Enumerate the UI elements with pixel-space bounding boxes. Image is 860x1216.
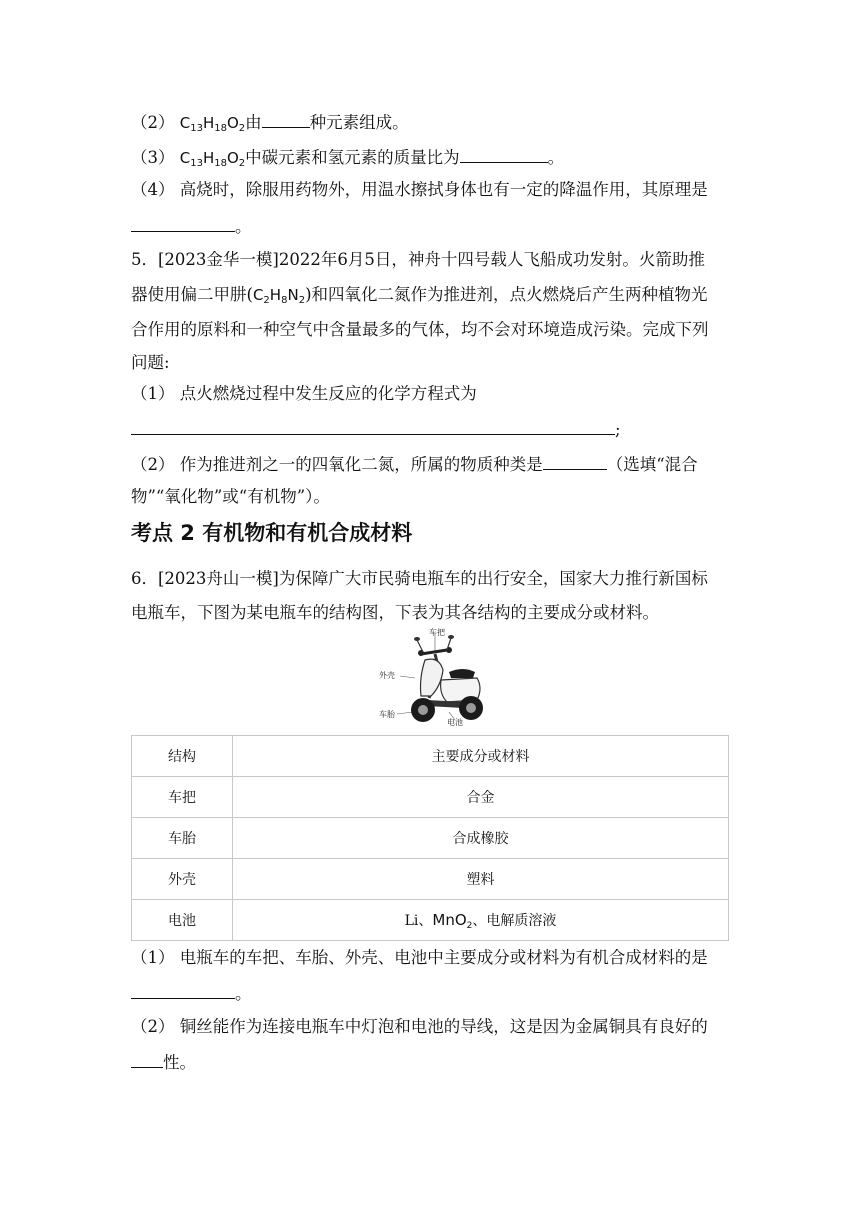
label-handle: 车把 [429, 628, 445, 637]
table-row [132, 859, 729, 900]
section-heading: 考点 2 有机物和有机合成材料 [131, 521, 413, 545]
table-cell: 车把 [132, 777, 233, 818]
question-6-part-2: （2） 铜丝能作为连接电瓶车中灯泡和电池的导线，这是因为金属铜具有良好的 [131, 1017, 708, 1036]
question-4-part-2 [131, 111, 409, 133]
text: 性。 [163, 1053, 196, 1072]
answer-blank[interactable] [543, 453, 607, 470]
question-4-part-4-answer [131, 215, 252, 237]
answer-blank[interactable] [131, 215, 235, 232]
text: 。 [547, 148, 565, 167]
chemical-formula: $C_{13}H_{18}O_2$ [179, 114, 246, 134]
text: （选填“混合 [606, 455, 698, 474]
question-5-line-3: 合作用的原料和一种空气中含量最多的气体，均不会对环境造成污染。完成下列 [131, 320, 709, 339]
answer-blank[interactable] [131, 1051, 163, 1068]
question-5-part-1: （1） 点火燃烧过程中发生反应的化学方程式为 [131, 384, 477, 403]
table-row [132, 818, 729, 859]
label-shell: 外壳 [379, 671, 395, 680]
answer-blank[interactable] [262, 111, 310, 128]
question-6-part-1-answer [131, 982, 252, 1004]
question-6-part-1: （1） 电瓶车的车把、车胎、外壳、电池中主要成分或材料为有机合成材料的是 [131, 948, 708, 967]
answer-blank[interactable] [131, 418, 615, 435]
scooter-diagram [377, 626, 489, 730]
table-header-cell: 结构 [132, 736, 233, 777]
materials-table [131, 735, 729, 941]
question-5-line-1: 5．[2023金华一模]2022年6月5日，神舟十四号载人飞船成功发射。火箭助推 [131, 250, 705, 269]
table-cell: 合金 [233, 777, 729, 818]
chemical-formula: $C_{13}H_{18}O_2$ [179, 149, 246, 169]
table-row [132, 777, 729, 818]
label-tire: 车胎 [379, 710, 395, 719]
table-header-row [132, 736, 729, 777]
question-4-part-4: （4） 高烧时，除服用药物外，用温水擦拭身体也有一定的降温作用，其原理是 [131, 180, 708, 199]
question-5-part-2 [131, 453, 698, 475]
text: )和四氧化二氮作为推进剂，点火燃烧后产生两种植物光 [305, 285, 708, 304]
table-cell: 车胎 [132, 818, 233, 859]
table-row [132, 900, 729, 941]
question-6-line-2: 电瓶车，下图为某电瓶车的结构图，下表为其各结构的主要成分或材料。 [131, 603, 659, 622]
text: （2） 作为推进剂之一的四氧化二氮，所属的物质种类是 [131, 455, 543, 474]
answer-blank[interactable] [131, 982, 235, 999]
text: 由 [245, 113, 262, 132]
table-header-cell: 主要成分或材料 [233, 736, 729, 777]
label-battery: 电池 [447, 718, 463, 727]
question-4-part-3 [131, 146, 564, 168]
table-cell: 塑料 [233, 859, 729, 900]
question-5-line-4: 问题: [131, 353, 170, 372]
table-cell: 电池 [132, 900, 233, 941]
table-cell: Li、MnO$_2$、电解质溶液 [233, 900, 729, 941]
question-6-part-2-answer [131, 1051, 196, 1073]
text: 。 [235, 217, 252, 236]
part-number: （3） [131, 148, 175, 167]
table-cell: 外壳 [132, 859, 233, 900]
text: 器使用偏二甲肼( [131, 285, 253, 304]
question-6-line-1: 6．[2023舟山一模]为保障广大市民骑电瓶车的出行安全，国家大力推行新国标 [131, 569, 708, 588]
text: 中碳元素和氢元素的质量比为 [245, 148, 460, 167]
text: 种元素组成。 [309, 113, 409, 132]
table-cell: 合成橡胶 [233, 818, 729, 859]
chemical-formula: MnO$_2$ [432, 911, 473, 931]
text: 。 [235, 984, 252, 1003]
question-5-part-1-answer [131, 418, 621, 440]
part-number: （2） [131, 113, 175, 132]
text: ; [615, 420, 621, 439]
question-5-line-2 [131, 285, 708, 305]
answer-blank[interactable] [460, 146, 548, 163]
question-5-part-2-cont: 物”“氧化物”或“有机物”）。 [131, 487, 330, 506]
chemical-formula: $C_2H_8N_2$ [252, 286, 306, 306]
